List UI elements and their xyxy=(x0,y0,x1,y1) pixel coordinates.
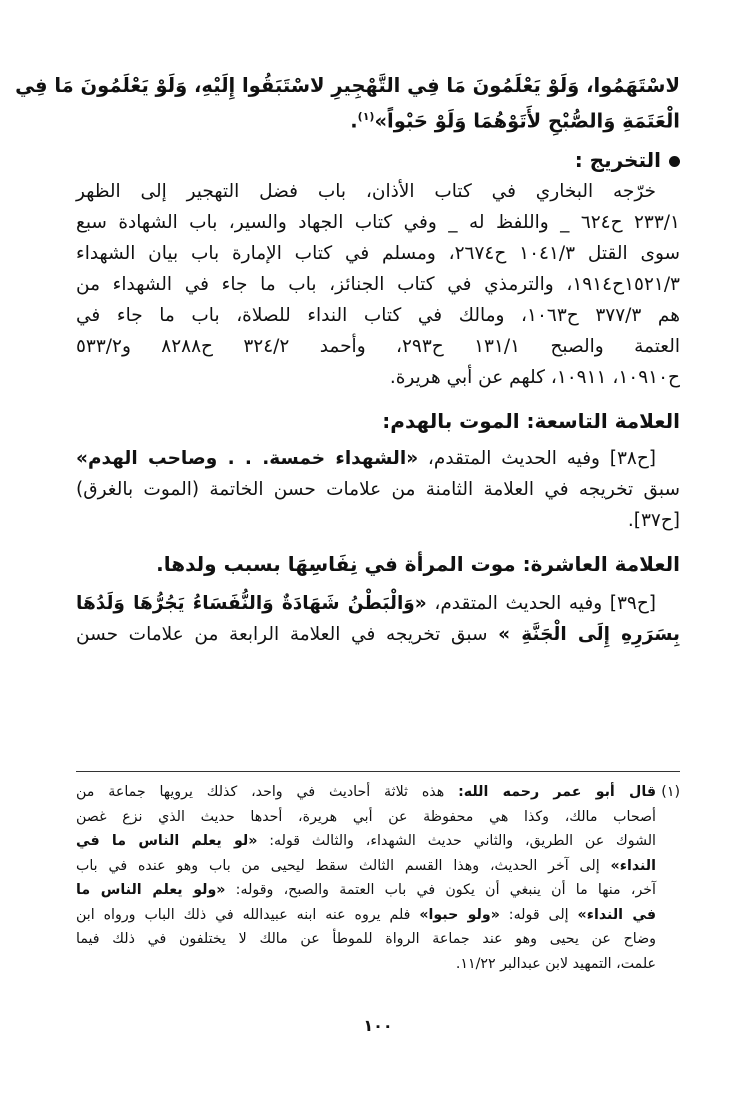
paragraph-line: سوى القتل ١٠٤١/٣ ح٢٦٧٤، ومسلم في كتاب الإمارة باب بيان الشهداء xyxy=(76,242,680,264)
footnote-line xyxy=(76,805,656,830)
footnote-line xyxy=(76,952,656,977)
footnote-emphasis: «ولو يعلم الناس ما xyxy=(76,882,226,898)
footnote-emphasis: «ولو حبوا» xyxy=(419,906,500,923)
footnote-run: أصحاب مالك، وكذا هي محفوظة عن أبي هريرة، أحدها حديث الذي نزع غصن xyxy=(76,808,656,825)
footnote-reference[interactable]: (١) xyxy=(357,110,375,123)
footnote-line xyxy=(76,903,656,928)
paragraph-line: ١٥٢١/٣ح١٩١٤، والترمذي في كتاب الجنائز، باب ما جاء في الشهداء من xyxy=(76,273,680,295)
hadith-ending xyxy=(15,70,680,137)
paragraph-line: [ح٣٩] وفيه الحديث المتقدم، «وَالْبَطْنُ شَهَادَةٌ وَالنُّفَسَاءُ يَجُرُّهَا وَلَدُهَا xyxy=(76,592,657,614)
footnote-line xyxy=(76,854,656,879)
main-text xyxy=(15,70,681,650)
paragraph-line: [ح٣٧]. xyxy=(627,509,680,531)
paragraph-line: [ح٣٨] وفيه الحديث المتقدم، «الشهداء خمسة. . . وصاحب الهدم» xyxy=(76,447,656,469)
paragraph-line: ح١٠٩١٠، ١٠٩١١، كلهم عن أبي هريرة. xyxy=(389,366,680,388)
footnote-emphasis: «لو يعلم الناس ما في xyxy=(76,833,258,849)
footnote-run: وضاح عن يحيى وهو عند جماعة الرواة للموطأ عن مالك لا يختلفون في ذلك فيما xyxy=(76,931,656,947)
sign10-paragraph xyxy=(76,588,680,650)
hadith-quote: «الشهداء خمسة. . . وصاحب الهدم» xyxy=(76,447,419,469)
footnote-item xyxy=(76,780,680,976)
footnote-run: فلم يروه عنه ابنه عبيدالله في ذلك الباب ورواه ابن xyxy=(76,906,420,923)
takhrij-paragraph xyxy=(76,176,680,393)
hadith-quote: بِسَرَرِهِ إِلَى الْجَنَّةِ » xyxy=(498,623,680,645)
paragraph-line: هم ٣٧٧/٣ ح١٠٦٣، ومالك في كتاب النداء للصلاة، باب ما جاء في xyxy=(76,304,681,326)
footnote-run: علمت، التمهيد لابن عبدالبر ١١/٢٢. xyxy=(455,955,656,972)
bullet-icon xyxy=(669,156,680,167)
footnote-text xyxy=(76,780,656,976)
section-title-sign9: العلامة التاسعة: الموت بالهدم: xyxy=(382,408,680,433)
takhrij-heading: التخريج : xyxy=(76,145,680,176)
footnote-run: إلى قوله: xyxy=(499,906,578,923)
footnote-emphasis: قال أبو عمر رحمه الله: xyxy=(458,784,656,800)
footnote-run: آخر، منها ما أن ينبغي أن يكون في باب العتمة والصبح، وقوله: xyxy=(225,882,656,898)
paragraph-line: العتمة والصبح ١٣١/١ ح٢٩٣، وأحمد ٣٢٤/٢ ح٨٢٨٨ و٥٣٣/٢ xyxy=(76,335,680,357)
sign9-paragraph xyxy=(76,443,680,536)
footnote-marker: (١) xyxy=(661,784,680,800)
paragraph-line: بِسَرَرِهِ إِلَى الْجَنَّةِ » سبق تخريجه في العلامة الرابعة من علامات حسن xyxy=(76,623,680,645)
footnote-line xyxy=(76,878,656,903)
paragraph-line: سبق تخريجه في العلامة الثامنة من علامات حسن الخاتمة (الموت بالغرق) xyxy=(76,478,680,500)
footnote-emphasis: في النداء» xyxy=(577,906,656,923)
footnotes xyxy=(76,780,680,976)
paragraph-line: ٢٣٣/١ ح٦٢٤ _ واللفظ له _ وفي كتاب الجهاد والسير، باب الشهادة سبع xyxy=(76,211,680,233)
footnote-run: هذه ثلاثة أحاديث في واحد، كذلك يرويها جماعة من xyxy=(76,784,459,800)
section-title-sign10: العلامة العاشرة: موت المرأة في نِفَاسِهَا بسبب ولدها. xyxy=(156,551,680,576)
paragraph-line: خرّجه البخاري في كتاب الأذان، باب فضل التهجير إلى الظهر xyxy=(76,180,656,202)
footnote-emphasis: النداء» xyxy=(610,857,656,874)
footnote-line xyxy=(76,829,656,854)
footnote-run: إلى آخر الحديث، وهذا القسم الثالث سقط ليحيى من باب وهو عنده في باب xyxy=(76,857,611,874)
footnote-line xyxy=(76,780,656,805)
hadith-quote: «وَالْبَطْنُ شَهَادَةٌ وَالنُّفَسَاءُ يَجُرُّهَا وَلَدُهَا xyxy=(76,592,427,614)
footnote-divider xyxy=(76,771,680,772)
footnote-run: الشوك عن الطريق، والثاني حديث الشهداء، والثالث قوله: xyxy=(257,833,656,849)
hadith-line: الْعَتَمَةِ وَالصُّبْحِ لأَتَوْهُمَا وَلَوْ حَبْواً»$^{(١)}$. xyxy=(350,109,680,133)
footnote-line xyxy=(76,927,656,952)
page-number: ١٠٠ xyxy=(363,1016,393,1035)
hadith-line: لاسْتَهَمُوا، وَلَوْ يَعْلَمُونَ مَا فِي التَّهْجِيرِ لاسْتَبَقُوا إِلَيْهِ، وَلَوْ يَعْلَمُونَ مَا فِي xyxy=(15,74,680,97)
